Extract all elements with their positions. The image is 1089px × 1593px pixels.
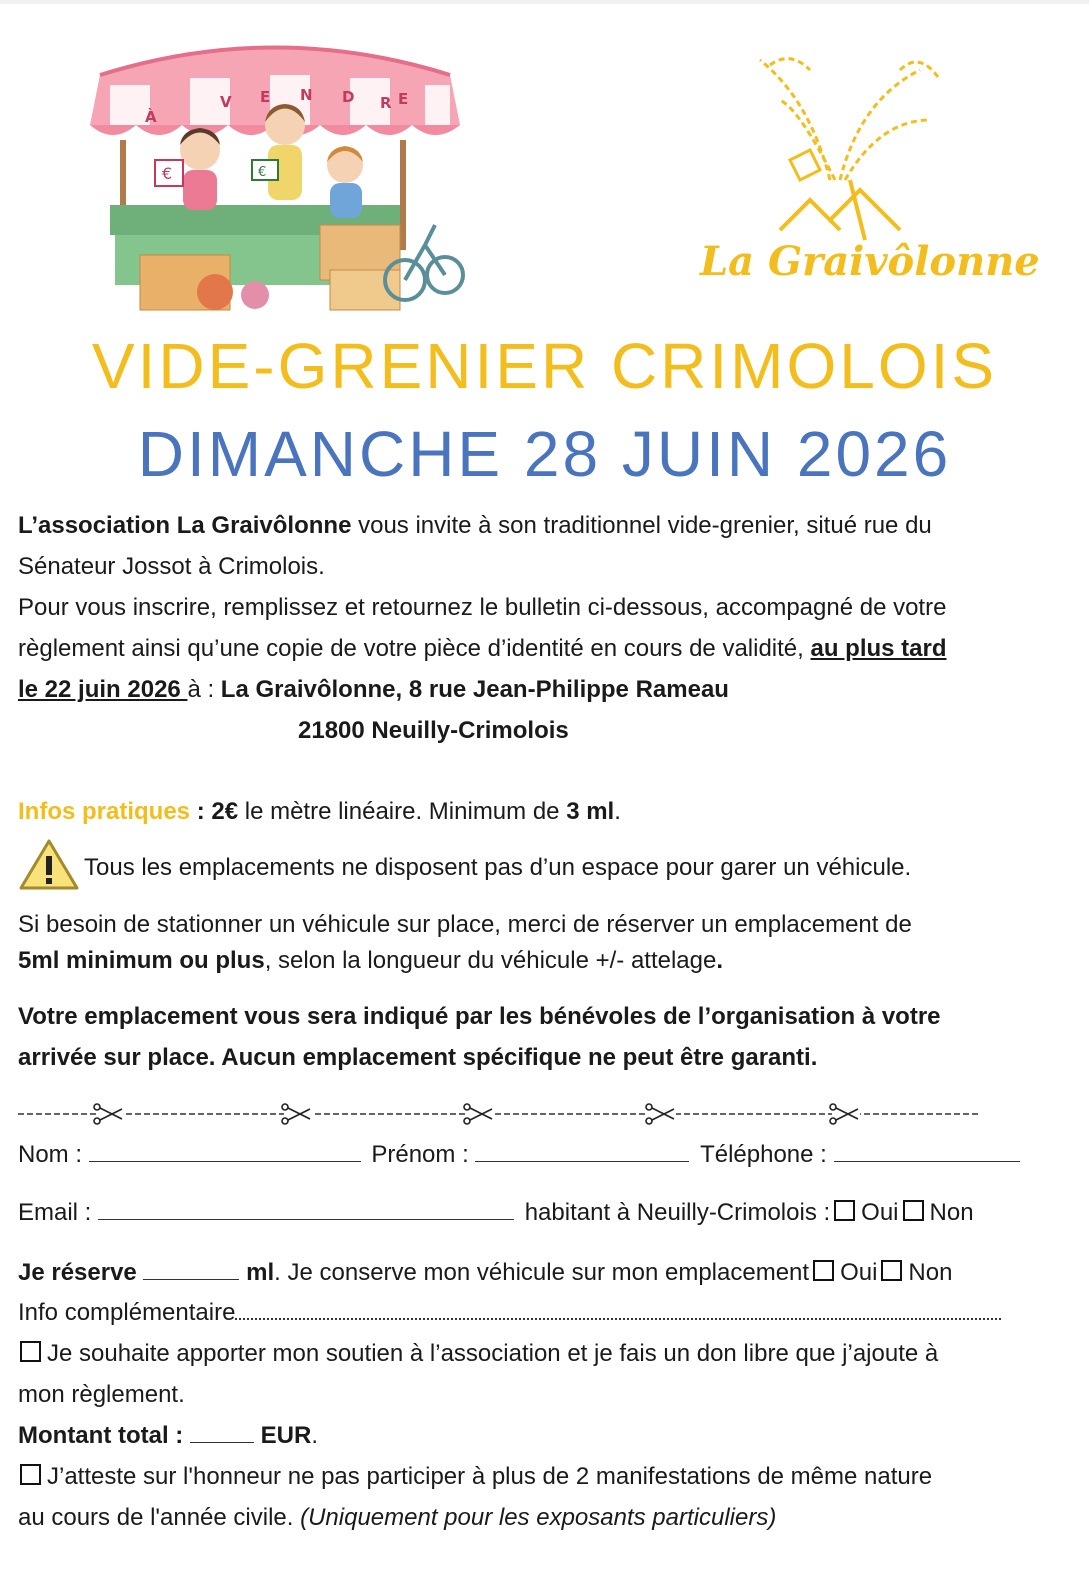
scissors-icon xyxy=(830,1104,860,1124)
vehicle-line-1: Si besoin de stationner un véhicule sur place, merci de réserver un emplacement de xyxy=(18,911,912,938)
montant-currency: EUR xyxy=(260,1422,312,1449)
atteste-text: au cours de l'année civile. xyxy=(18,1504,301,1531)
montant-end: . xyxy=(311,1422,318,1449)
ml-label: ml xyxy=(246,1259,275,1286)
don-checkbox[interactable] xyxy=(20,1341,41,1362)
postal-city: 21800 Neuilly-Crimolois xyxy=(298,717,569,744)
intro-line-1 xyxy=(18,506,932,546)
email-label: Email : xyxy=(18,1199,92,1226)
name-row xyxy=(18,1135,1020,1175)
stall-letter: V xyxy=(220,93,232,111)
reserve-ml-field[interactable] xyxy=(143,1253,239,1280)
nom-label: Nom : xyxy=(18,1141,83,1168)
email-field[interactable] xyxy=(98,1193,514,1220)
scissors-icon xyxy=(282,1104,312,1124)
infos-colon: : xyxy=(190,798,212,825)
email-row xyxy=(18,1193,974,1233)
deadline-text: au plus tard xyxy=(810,635,947,662)
infos-text: le mètre linéaire. Minimum de xyxy=(238,798,567,825)
non-label: Non xyxy=(908,1259,953,1286)
montant-row xyxy=(18,1416,318,1456)
habitant-oui-checkbox[interactable] xyxy=(834,1200,855,1221)
telephone-label: Téléphone : xyxy=(700,1141,827,1168)
habitant-label: habitant à Neuilly-Crimolois : xyxy=(524,1199,831,1226)
placement-line-1: Votre emplacement vous sera indiqué par les bénévoles de l’organisation à votre xyxy=(18,1003,941,1030)
intro-text: règlement ainsi qu’une copie de votre pièce d’identité en cours de validité, xyxy=(18,635,811,662)
market-stall-illustration xyxy=(80,30,470,315)
stall-letter: À xyxy=(145,108,157,126)
postal-address: La Graivôlonne, 8 rue Jean-Philippe Rameau xyxy=(220,676,729,703)
don-line-2: mon règlement. xyxy=(18,1381,185,1408)
svg-text:€: € xyxy=(162,164,173,183)
event-date: DIMANCHE 28 JUIN 2026 xyxy=(137,418,952,490)
vehicule-oui-checkbox[interactable] xyxy=(813,1260,834,1281)
atteste-checkbox[interactable] xyxy=(20,1464,41,1485)
scissors-icon xyxy=(464,1104,494,1124)
intro-line-3: Pour vous inscrire, remplissez et retournez le bulletin ci-dessous, accompagné de votre xyxy=(18,594,947,621)
stall-letter: N xyxy=(300,86,313,104)
vehicle-minimum: 5ml minimum ou plus xyxy=(18,947,265,974)
vehicle-end: . xyxy=(716,947,724,974)
warning-text: Tous les emplacements ne disposent pas d’un espace pour garer un véhicule. xyxy=(84,854,912,881)
scissors-icon xyxy=(646,1104,676,1124)
montant-label: Montant total : xyxy=(18,1422,184,1449)
top-border xyxy=(0,0,1089,4)
stall-letter: R xyxy=(380,94,392,112)
infos-pratiques xyxy=(18,792,621,832)
infos-end: . xyxy=(614,798,621,825)
cut-line xyxy=(18,1096,978,1126)
association-name: L’association La Graivôlonne xyxy=(18,512,352,539)
vehicule-non-checkbox[interactable] xyxy=(881,1260,902,1281)
oui-label: Oui xyxy=(861,1199,899,1226)
intro-text: à : xyxy=(187,676,221,703)
logo-text: La Graivôlonne xyxy=(700,238,1040,285)
svg-text:€: € xyxy=(258,165,267,180)
habitant-non-checkbox[interactable] xyxy=(903,1200,924,1221)
don-line-1 xyxy=(18,1334,938,1374)
atteste-text: J’atteste sur l'honneur ne pas participer à plus de 2 manifestations de même nature xyxy=(47,1463,933,1490)
price: 2€ xyxy=(211,798,239,825)
event-title: VIDE-GRENIER CRIMOLOIS xyxy=(91,330,998,402)
telephone-field[interactable] xyxy=(834,1135,1020,1162)
info-label: Info complémentaire xyxy=(18,1299,236,1326)
intro-line-5 xyxy=(18,670,729,710)
vehicule-label: . Je conserve mon véhicule sur mon emplacement xyxy=(274,1259,810,1286)
non-label: Non xyxy=(929,1199,974,1226)
oui-label: Oui xyxy=(840,1259,878,1286)
vehicle-text: , selon la longueur du véhicule +/- attelage xyxy=(264,947,717,974)
stall-letter: E xyxy=(398,90,409,108)
vehicle-line-2 xyxy=(18,941,723,981)
minimum-length: 3 ml xyxy=(566,798,615,825)
reserve-label: Je réserve xyxy=(18,1259,137,1286)
stall-letter: D xyxy=(342,88,355,106)
intro-text: vous invite à son traditionnel vide-grenier, situé rue du xyxy=(351,512,932,539)
prenom-field[interactable] xyxy=(475,1135,689,1162)
intro-line-2: Sénateur Jossot à Crimolois. xyxy=(18,553,325,580)
montant-field[interactable] xyxy=(190,1416,254,1443)
intro-line-4 xyxy=(18,629,947,669)
atteste-line-2 xyxy=(18,1498,776,1538)
infos-label: Infos pratiques xyxy=(18,798,191,825)
warning-icon xyxy=(18,838,80,892)
don-text: Je souhaite apporter mon soutien à l’association et je fais un don libre que j’ajoute à xyxy=(47,1340,939,1367)
nom-field[interactable] xyxy=(89,1135,361,1162)
deadline-date: le 22 juin 2026 xyxy=(18,676,188,703)
atteste-line-1 xyxy=(18,1457,932,1497)
info-field[interactable] xyxy=(235,1294,1001,1320)
atteste-note: (Uniquement pour les exposants particuliers) xyxy=(300,1504,777,1531)
info-row xyxy=(18,1293,1001,1333)
stall-letter: E xyxy=(260,88,271,106)
prenom-label: Prénom : xyxy=(371,1141,469,1168)
reserve-row xyxy=(18,1253,952,1293)
placement-line-2: arrivée sur place. Aucun emplacement spécifique ne peut être garanti. xyxy=(18,1044,818,1071)
scissors-icon xyxy=(94,1104,124,1124)
la-graivolonne-logo xyxy=(700,40,1040,290)
